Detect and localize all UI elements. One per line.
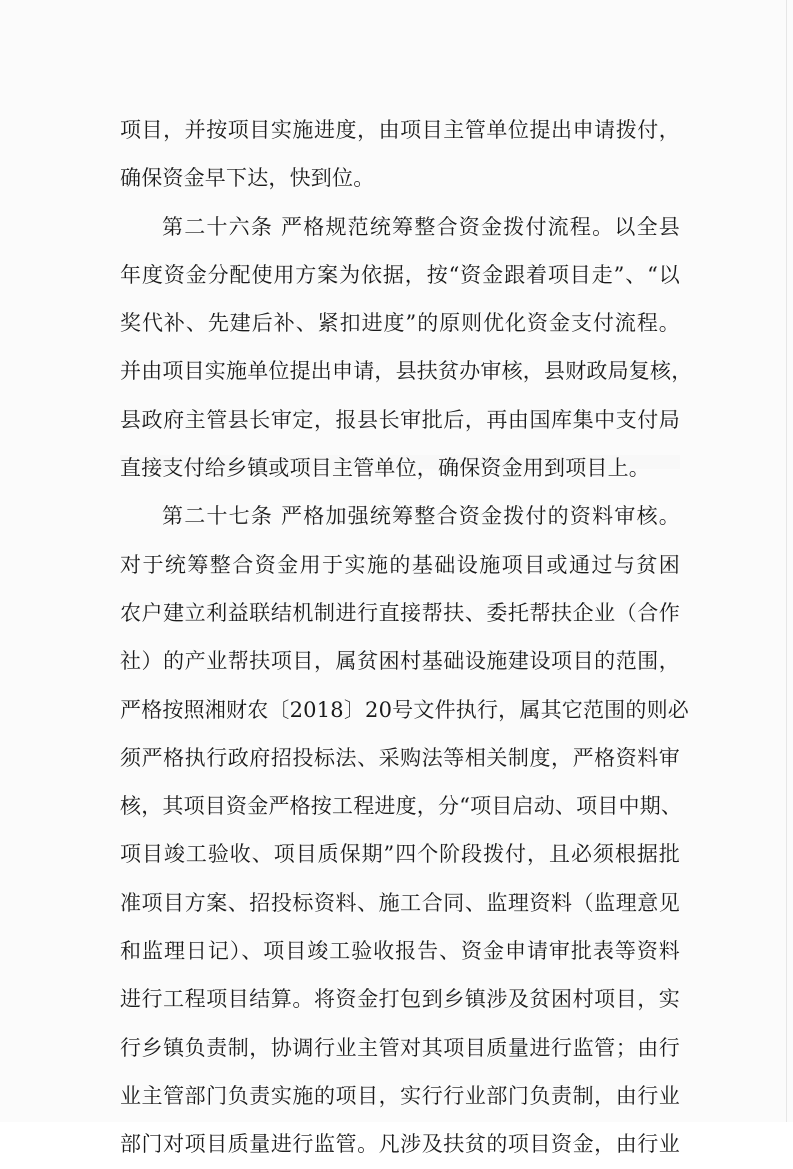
paragraph-line: 业主管部门负责实施的项目，实行行业部门负责制，由行业	[120, 1083, 680, 1108]
paragraph-line: 对于统筹整合资金用于实施的基础设施项目或通过与贫困	[120, 552, 680, 577]
paragraph-line: 须严格执行政府招投标法、采购法等相关制度，严格资料审	[120, 745, 680, 770]
paragraph-line: 确保资金早下达，快到位。	[120, 166, 375, 191]
paragraph-line: 项目竣工验收、项目质保期”四个阶段拨付，且必须根据批	[120, 842, 680, 867]
paragraph-line: 并由项目实施单位提出申请，县扶贫办审核，县财政局复核，	[120, 359, 693, 384]
article-26-heading-line: 第二十六条 严格规范统筹整合资金拨付流程。以全县	[162, 214, 680, 239]
paragraph-line: 年度资金分配使用方案为依据，按“资金跟着项目走”、“以	[120, 262, 680, 287]
paragraph-line: 社）的产业帮扶项目，属贫困村基础设施建设项目的范围，	[120, 649, 680, 674]
paragraph-line: 县政府主管县长审定，报县长审批后，再由国库集中支付局	[120, 407, 680, 432]
article-27-heading-line: 第二十七条 严格加强统筹整合资金拨付的资料审核。	[162, 504, 680, 529]
paragraph-line: 准项目方案、招投标资料、施工合同、监理资料（监理意见	[120, 890, 680, 915]
paragraph-line: 行乡镇负责制，协调行业主管对其项目质量进行监管；由行	[120, 1035, 680, 1060]
paragraph-line: 严格按照湘财农〔2018〕20号文件执行，属其它范围的则必	[120, 697, 689, 722]
paragraph-line: 直接支付给乡镇或项目主管单位，确保资金用到项目上。	[120, 456, 650, 481]
paragraph-line: 核，其项目资金严格按工程进度，分“项目启动、项目中期、	[120, 794, 683, 819]
page-edge	[786, 0, 787, 1122]
paragraph-line: 和监理日记）、项目竣工验收报告、资金申请审批表等资料	[120, 939, 680, 964]
body-text	[120, 106, 693, 1169]
paragraph-line: 进行工程项目结算。将资金打包到乡镇涉及贫困村项目，实	[120, 987, 680, 1012]
paragraph-line: 项目，并按项目实施进度，由项目主管单位提出申请拨付，	[120, 118, 680, 142]
paragraph-line: 部门对项目质量进行监管。凡涉及扶贫的项目资金，由行业	[120, 1132, 680, 1157]
paragraph-line: 农户建立利益联结机制进行直接帮扶、委托帮扶企业（合作	[120, 600, 680, 625]
paragraph-line: 奖代补、先建后补、紧扣进度”的原则优化资金支付流程。	[120, 311, 680, 336]
